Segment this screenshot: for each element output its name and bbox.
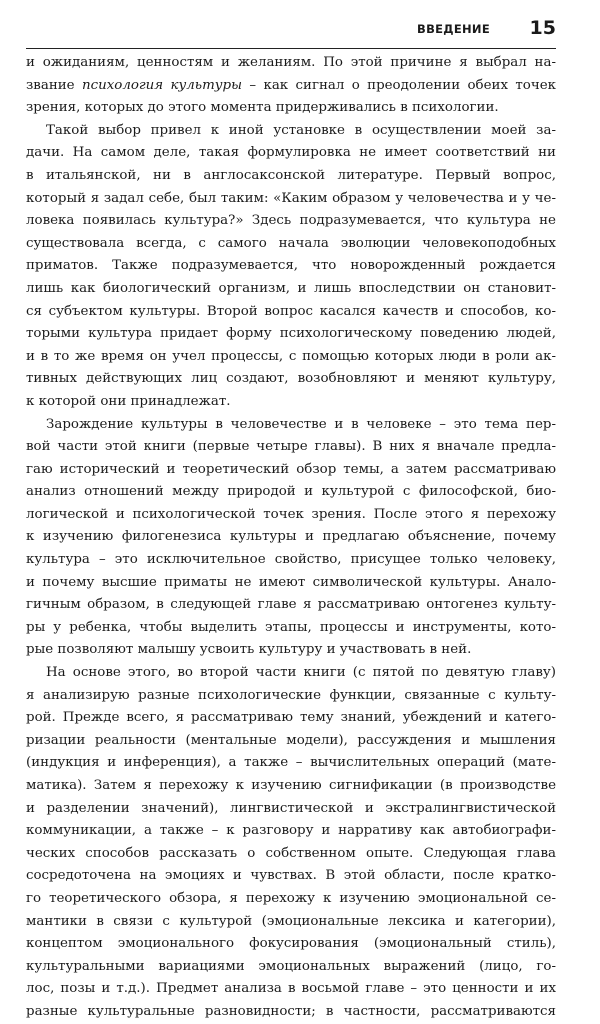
text-line: (индукция и инференция), а также – вычислительных операций (мате- xyxy=(26,755,556,771)
text-line: существовала всегда, с самого начала эволюции человекоподобных xyxy=(26,235,556,251)
text-line: и в то же время он учел процессы, с помощью которых люди в роли ак- xyxy=(26,348,556,364)
text-line: лос, позы и т.д.). Предмет анализа в восьмой главе – это ценности и их xyxy=(26,981,556,997)
text-line: матика). Затем я перехожу к изучению сигнификации (в производстве xyxy=(26,778,556,793)
text-line: На основе этого, во второй части книги (с пятой по девятую главу) xyxy=(46,665,556,681)
text-line: звание психология культуры – как сигнал о преодолении обеих точек xyxy=(26,77,556,93)
text-line: и разделении значений), лингвистической и экстралингвистической xyxy=(26,800,556,816)
text-line: ловека появилась культура?» Здесь подразумевается, что культура не xyxy=(26,213,556,229)
text-line: го теоретического обзора, я перехожу к изучению эмоциональной се- xyxy=(26,890,556,906)
text-line: гаю исторический и теоретический обзор темы, а затем рассматриваю xyxy=(26,461,556,477)
text-line: к изучению филогенезиса культуры и предлагаю объяснение, почему xyxy=(26,529,556,545)
text-line: ры у ребенка, чтобы выделить этапы, процессы и инструменты, кото- xyxy=(26,619,556,635)
paragraph-2 xyxy=(26,120,556,414)
text-line: Зарождение культуры в человечестве и в человеке – это тема пер- xyxy=(46,416,556,432)
text-line: торыми культура придает форму психологическому поведению людей, xyxy=(26,326,556,342)
text-line: культуральными вариациями эмоциональных выражений (лицо, го- xyxy=(26,958,556,974)
text-line: лишь как биологический организм, и лишь впоследствии он становит- xyxy=(26,280,556,296)
text-line: Такой выбор привел к иной установке в осуществлении моей за- xyxy=(46,122,556,138)
paragraph-3 xyxy=(26,414,556,663)
italic-term: психология культуры xyxy=(81,77,243,93)
text-line: сосредоточена на эмоциях и чувствах. В этой области, после кратко- xyxy=(26,868,556,884)
text-line: концептом эмоционального фокусирования (эмоциональный стиль), xyxy=(26,936,556,952)
text-line: рой. Прежде всего, я рассматриваю тему знаний, убеждений и катего- xyxy=(26,710,556,726)
page-number: 15 xyxy=(529,17,556,39)
text-line: гичным образом, в следующей главе я рассматриваю онтогенез культу- xyxy=(26,597,556,613)
text-line: в итальянской, ни в англосаксонской литературе. Первый вопрос, xyxy=(26,167,556,183)
text-line: рые позволяют малышу усвоить культуру и участвовать в ней. xyxy=(26,642,472,658)
text-line: разные культуральные разновидности; в частности, рассматриваются xyxy=(26,1003,556,1019)
text-line: тивных действующих лиц создают, возобновляют и меняют культуру, xyxy=(26,371,556,387)
section-title: ВВЕДЕНИЕ xyxy=(417,22,490,36)
body-text xyxy=(26,52,556,1024)
text-line: культура – это исключительное свойство, присущее только человеку, xyxy=(26,552,556,568)
text-line: коммуникации, а также – к разговору и нарративу как автобиографи- xyxy=(26,823,556,839)
text-line: ризации реальности (ментальные модели), рассуждения и мышления xyxy=(26,732,556,748)
running-header xyxy=(26,14,556,49)
text-line: вой части этой книги (первые четыре главы). В них я вначале предла- xyxy=(26,439,556,455)
text-line: к которой они принадлежат. xyxy=(26,393,231,409)
text-line: ся субъектом культуры. Второй вопрос касался качеств и способов, ко- xyxy=(26,303,556,319)
text-line: дачи. На самом деле, такая формулировка не имеет соответствий ни xyxy=(26,145,556,161)
text-line: логической и психологической точек зрения. После этого я перехожу xyxy=(26,506,556,522)
text-line: мантики в связи с культурой (эмоциональные лексика и категории), xyxy=(26,913,556,929)
text-line: и ожиданиям, ценностям и желаниям. По этой причине я выбрал на- xyxy=(26,55,556,70)
text-line: и почему высшие приматы не имеют символической культуры. Анало- xyxy=(26,574,556,590)
text-line: ческих способов рассказать о собственном опыте. Следующая глава xyxy=(26,845,556,861)
paragraph-1 xyxy=(26,52,556,120)
paragraph-4 xyxy=(26,662,556,1024)
text-line: который я задал себе, был таким: «Каким образом у человечества и у че- xyxy=(26,190,556,206)
text-line: зрения, которых до этого момента придерживались в психологии. xyxy=(26,100,499,116)
text-line: анализ отношений между природой и культурой с философской, био- xyxy=(26,484,556,500)
text-line: я анализирую разные психологические функции, связанные с культу- xyxy=(26,687,556,703)
text-line: приматов. Также подразумевается, что новорожденный рождается xyxy=(26,258,556,274)
